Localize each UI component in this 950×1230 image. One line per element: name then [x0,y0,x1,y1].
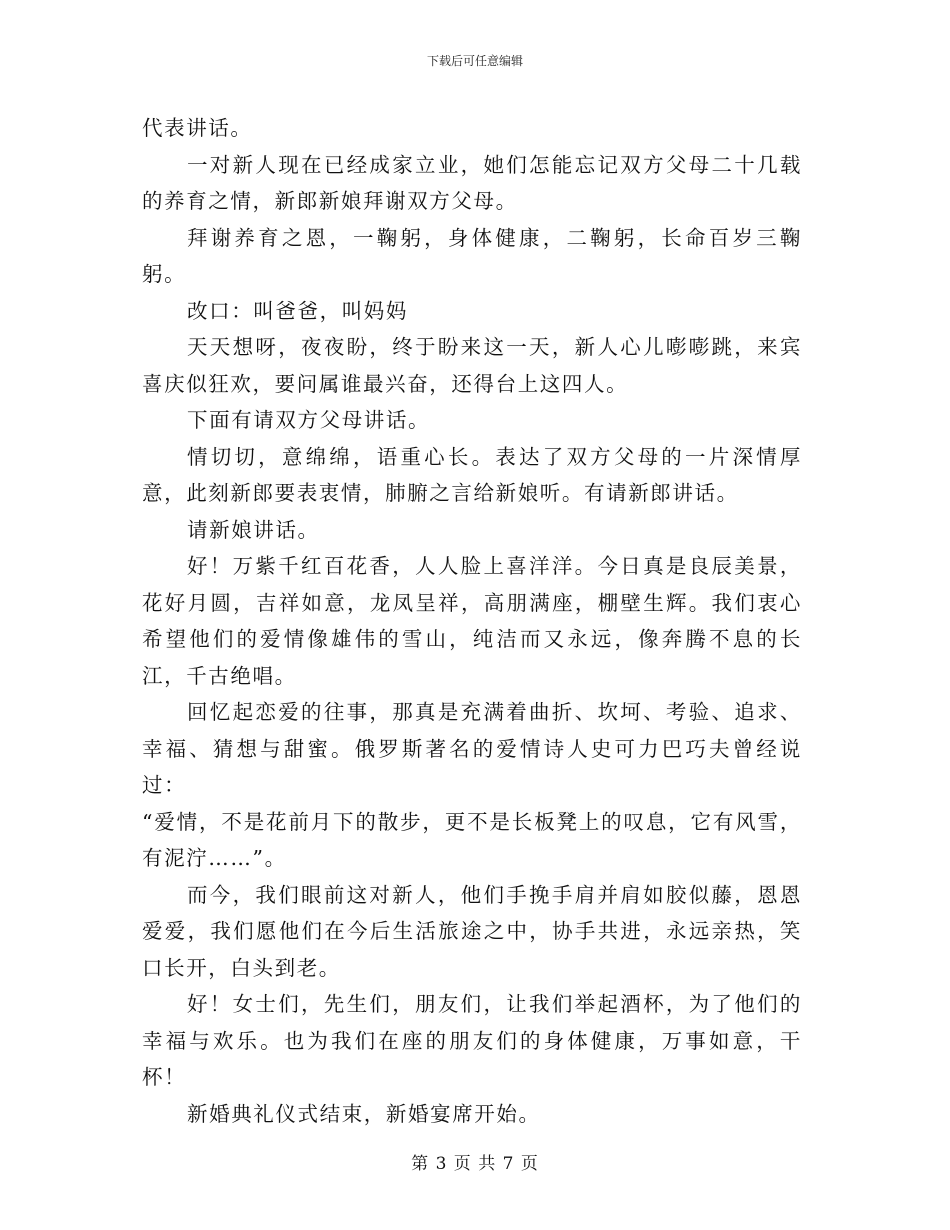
paragraph: 而今，我们眼前这对新人，他们手挽手肩并肩如胶似藤，恩恩爱爱，我们愿他们在今后生活旅途之中，协手共进，永远亲热，笑口长开，白头到老。 [142,882,802,980]
paragraph: 好！女士们，先生们，朋友们，让我们举起酒杯，为了他们的幸福与欢乐。也为我们在座的朋友们的身体健康，万事如意，干杯！ [142,992,802,1089]
paragraph: 代表讲话。 [142,116,253,140]
page-number: 第 3 页 共 7 页 [411,1154,539,1174]
paragraph: 请新娘讲话。 [187,517,320,542]
page-header: 下载后可任意编辑 [426,54,523,68]
paragraph: 好！万紫千红百花香，人人脸上喜洋洋。今日真是良辰美景，花好月圆，吉祥如意，龙凤呈祥，高朋满座，棚壁生辉。我们衷心希望他们的爱情像雄伟的雪山，纯洁而又永远，像奔腾不息的长江，千古绝唱。 [142,554,802,688]
document-body [142,110,802,1132]
paragraph: 拜谢养育之恩，一鞠躬，身体健康，二鞠躬，长命百岁三鞠躬。 [142,225,802,286]
paragraph: 天天想呀，夜夜盼，终于盼来这一天，新人心儿嘭嘭跳，来宾喜庆似狂欢，要问属谁最兴奋，还得台上这四人。 [142,335,802,396]
paragraph: 下面有请双方父母讲话。 [187,408,431,432]
paragraph: 一对新人现在已经成家立业，她们怎能忘记双方父母二十几载的养育之情，新郎新娘拜谢双方父母。 [142,152,802,213]
quote-paragraph: “爱情，不是花前月下的散步，更不是长板凳上的叹息，它有风雪，有泥泞……”。 [142,809,802,870]
paragraph: 情切切，意绵绵，语重心长。表达了双方父母的一片深情厚意，此刻新郎要表衷情，肺腑之言给新娘听。有请新郎讲话。 [142,444,802,505]
paragraph: 改口：叫爸爸，叫妈妈 [187,298,408,323]
paragraph: 新婚典礼仪式结束，新婚宴席开始。 [187,1101,541,1126]
paragraph: 回忆起恋爱的往事，那真是充满着曲折、坎坷、考验、追求、幸福、猜想与甜蜜。俄罗斯著名的爱情诗人史可力巴巧夫曾经说过： [142,700,802,797]
